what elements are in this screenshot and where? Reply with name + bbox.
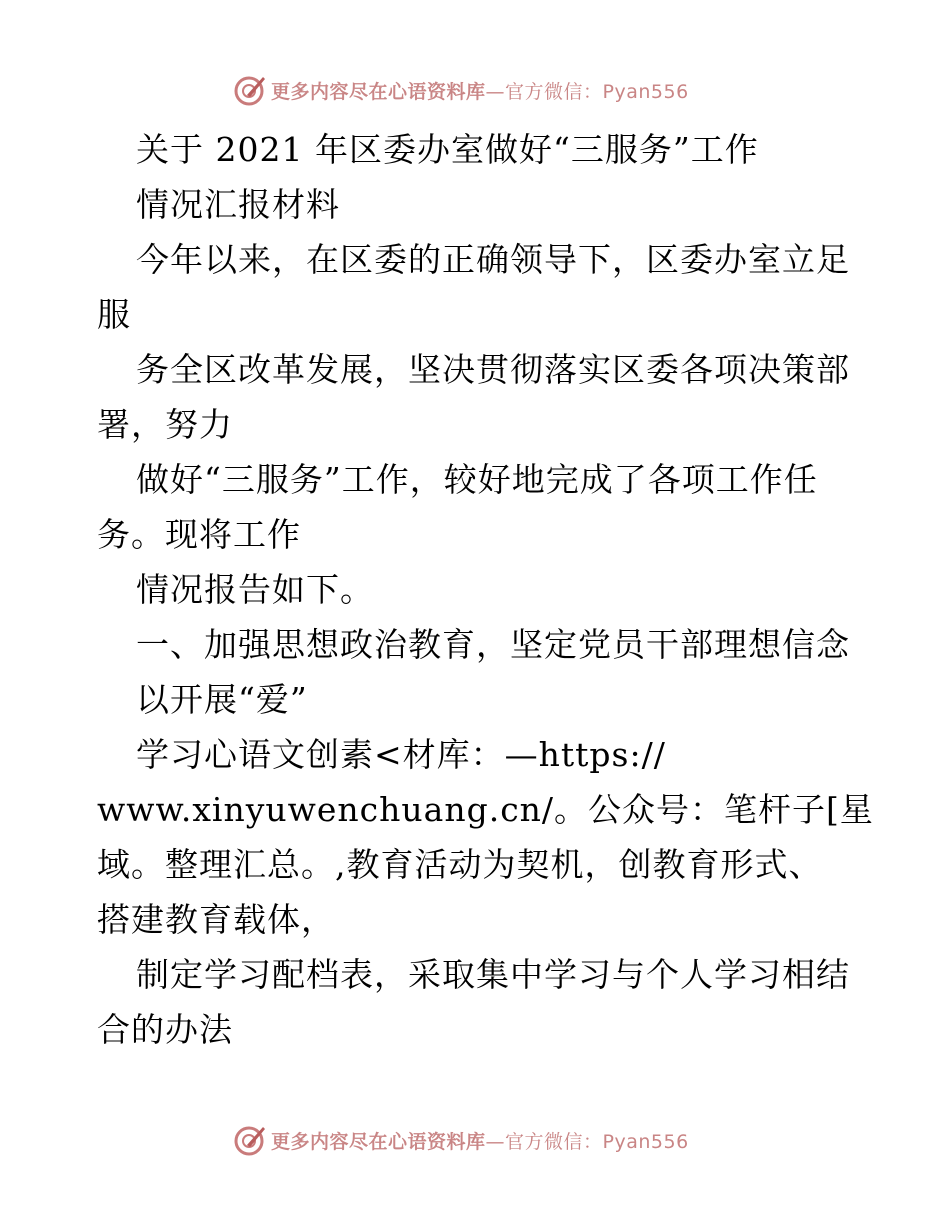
document-line: 域。整理汇总。,教育活动为契机，创教育形式、 (97, 845, 823, 884)
header-watermark-banner (233, 70, 689, 110)
document-line: 务全区改革发展，坚决贯彻落实区委各项决策部 (136, 350, 850, 389)
watermark-text-rest: —官方微信：Pyan556 (485, 1130, 689, 1153)
document-line: 署，努力 (97, 405, 233, 444)
footer-watermark-banner (233, 1120, 689, 1160)
document-line: 关于 2021 年区委办室做好“三服务”工作 (136, 130, 759, 169)
document-line: 制定学习配档表，采取集中学习与个人学习相结 (136, 955, 850, 994)
document-line: 合的办法 (97, 1010, 233, 1049)
quill-logo-icon (233, 1123, 267, 1157)
watermark-text-bold: 更多内容尽在心语资料库 (271, 80, 486, 103)
document-line: 今年以来，在区委的正确领导下，区委办室立足 (136, 240, 850, 279)
document-line: 做好“三服务”工作，较好地完成了各项工作任 (136, 460, 818, 499)
document-line: www.xinyuwenchuang.cn/。公众号：笔杆子[星 (97, 790, 874, 829)
document-line: 学习心语文创素<材库：—https:// (136, 735, 666, 774)
document-line: 以开展“爱” (136, 680, 308, 719)
quill-logo-icon (233, 73, 267, 107)
document-line: 情况报告如下。 (136, 570, 374, 609)
document-line: 服 (97, 295, 131, 334)
watermark-text (271, 1127, 689, 1154)
watermark-text-bold: 更多内容尽在心语资料库 (271, 1130, 486, 1153)
document-body (97, 122, 877, 1057)
document-line: 搭建教育载体， (97, 900, 335, 939)
watermark-text-rest: —官方微信：Pyan556 (485, 80, 689, 103)
document-line: 一、加强思想政治教育，坚定党员干部理想信念 (136, 625, 850, 664)
document-line: 务。现将工作 (97, 515, 301, 554)
document-line: 情况汇报材料 (136, 185, 340, 224)
watermark-text (271, 77, 689, 104)
